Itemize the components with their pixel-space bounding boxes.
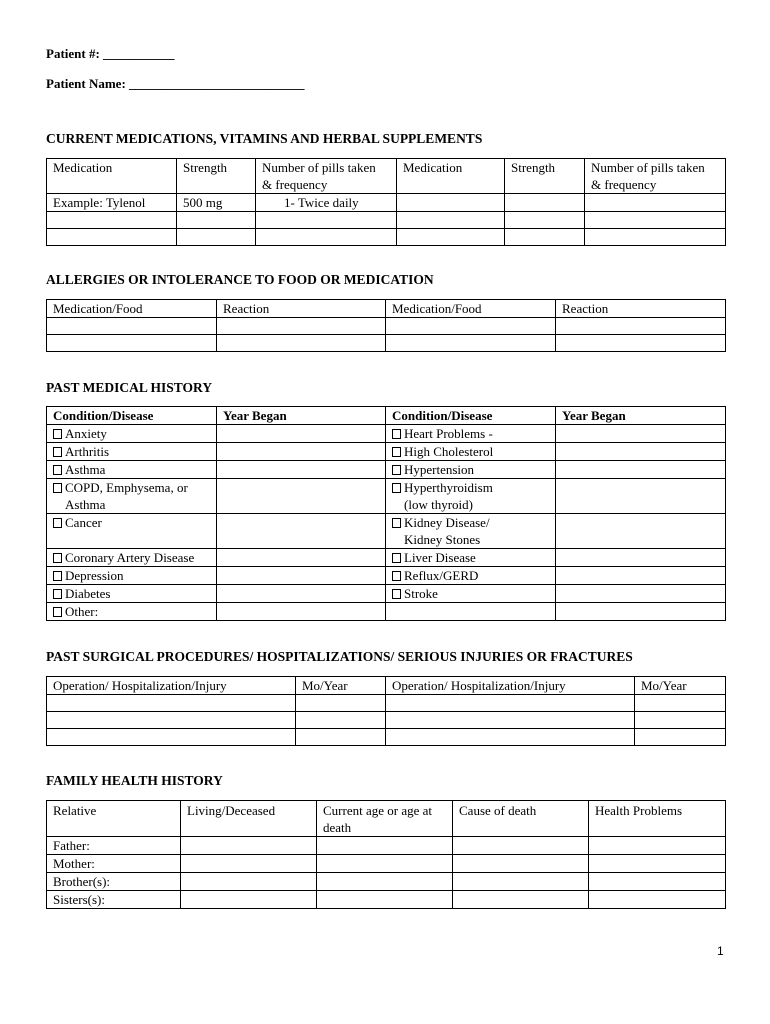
relative-father: Father: [47,837,181,855]
table-cell[interactable] [635,729,726,746]
table-cell[interactable] [217,585,386,603]
table-cell[interactable] [505,229,585,246]
surgical-table [46,676,726,746]
col-relative: Relative [47,801,181,837]
table-cell[interactable] [47,712,296,729]
col-operation-2: Operation/ Hospitalization/Injury [386,677,635,695]
table-cell[interactable] [181,837,317,855]
table-row [47,318,726,335]
table-cell[interactable] [217,567,386,585]
table-row [47,335,726,352]
condition-stroke[interactable]: Stroke [386,585,556,603]
page-number: 1 [717,944,724,958]
table-cell[interactable] [217,514,386,549]
table-cell[interactable] [556,479,726,514]
patient-number-line [46,46,175,62]
table-cell[interactable] [453,837,589,855]
relative-mother: Mother: [47,855,181,873]
condition-arthritis[interactable]: Arthritis [47,443,217,461]
table-cell[interactable] [317,891,453,909]
table-cell[interactable] [317,837,453,855]
checkbox-icon[interactable] [392,447,401,457]
table-cell[interactable] [47,729,296,746]
allergies-section-title: ALLERGIES OR INTOLERANCE TO FOOD OR MEDICATION [46,272,434,287]
relative-brothers: Brother(s): [47,873,181,891]
meds-section-title: CURRENT MEDICATIONS, VITAMINS AND HERBAL SUPPLEMENTS [46,131,483,146]
surgical-section-title: PAST SURGICAL PROCEDURES/ HOSPITALIZATIONS/ SERIOUS INJURIES OR FRACTURES [46,649,633,664]
col-mo-year-2: Mo/Year [635,677,726,695]
checkbox-icon[interactable] [392,518,401,528]
table-cell[interactable] [556,567,726,585]
table-row [47,712,726,729]
allergies-table [46,299,726,352]
table-cell[interactable] [505,194,585,212]
checkbox-icon[interactable] [53,447,62,457]
table-cell[interactable] [386,729,635,746]
table-cell[interactable] [635,695,726,712]
condition-anxiety[interactable]: Anxiety [47,425,217,443]
table-row [47,873,726,891]
col-medication-2: Medication [397,159,505,194]
table-cell[interactable] [556,603,726,621]
checkbox-icon[interactable] [392,465,401,475]
checkbox-icon[interactable] [53,483,62,493]
col-pills-frequency-2: Number of pills taken & frequency [585,159,726,194]
table-cell[interactable] [256,212,397,229]
table-row [47,855,726,873]
table-cell[interactable] [217,479,386,514]
checkbox-icon[interactable] [392,429,401,439]
table-cell[interactable] [386,695,635,712]
table-cell[interactable] [453,873,589,891]
table-row [47,837,726,855]
checkbox-icon[interactable] [53,429,62,439]
table-cell[interactable] [217,549,386,567]
family-section-title: FAMILY HEALTH HISTORY [46,773,223,788]
table-cell[interactable] [453,855,589,873]
table-cell[interactable] [296,695,386,712]
patient-name-blank[interactable]: ___________________________ [129,76,305,91]
table-cell[interactable] [556,443,726,461]
table-cell[interactable] [585,194,726,212]
condition-reflux[interactable]: Reflux/GERD [386,567,556,585]
table-row [47,212,726,229]
table-cell[interactable] [556,514,726,549]
condition-other[interactable]: Other: [47,603,217,621]
table-cell[interactable] [181,891,317,909]
col-age: Current age or age at death [317,801,453,837]
table-cell[interactable] [397,194,505,212]
table-cell[interactable] [217,318,386,335]
table-cell[interactable] [47,695,296,712]
condition-coronary-artery[interactable]: Coronary Artery Disease [47,549,217,567]
table-cell[interactable] [317,855,453,873]
table-row [47,729,726,746]
col-year-began: Year Began [217,407,386,425]
table-cell[interactable] [296,729,386,746]
table-cell[interactable] [556,549,726,567]
condition-cancer[interactable]: Cancer [47,514,217,549]
table-row [47,695,726,712]
table-cell[interactable] [589,873,726,891]
table-cell[interactable] [556,425,726,443]
checkbox-icon[interactable] [53,518,62,528]
table-cell[interactable] [47,229,177,246]
medications-table [46,158,726,246]
table-cell[interactable] [505,212,585,229]
table-cell[interactable] [589,855,726,873]
condition-asthma[interactable]: Asthma [47,461,217,479]
table-cell[interactable] [217,443,386,461]
table-row [47,891,726,909]
table-cell[interactable] [585,212,726,229]
patient-number-blank[interactable]: ___________ [103,46,175,61]
col-cause-of-death: Cause of death [453,801,589,837]
table-cell[interactable] [556,461,726,479]
checkbox-icon[interactable] [392,483,401,493]
example-strength: 500 mg [177,194,256,212]
checkbox-icon[interactable] [392,589,401,599]
table-cell[interactable] [177,229,256,246]
checkbox-icon[interactable] [392,571,401,581]
col-reaction-2: Reaction [556,300,726,318]
table-cell[interactable] [585,229,726,246]
table-cell[interactable] [386,603,556,621]
checkbox-icon[interactable] [53,589,62,599]
table-cell[interactable] [296,712,386,729]
table-cell[interactable] [397,229,505,246]
table-cell[interactable] [635,712,726,729]
condition-kidney-disease[interactable]: Kidney Disease/ Kidney Stones [386,514,556,549]
col-strength-2: Strength [505,159,585,194]
table-cell[interactable] [386,318,556,335]
checkbox-icon[interactable] [392,553,401,563]
family-history-table [46,800,726,909]
table-cell[interactable] [47,335,217,352]
table-cell[interactable] [386,335,556,352]
col-mo-year: Mo/Year [296,677,386,695]
table-cell[interactable] [397,212,505,229]
checkbox-icon[interactable] [53,607,62,617]
col-condition-2: Condition/Disease [386,407,556,425]
table-cell[interactable] [386,712,635,729]
col-medication-food: Medication/Food [47,300,217,318]
table-cell[interactable] [181,855,317,873]
history-section-title: PAST MEDICAL HISTORY [46,380,213,395]
table-cell[interactable] [217,425,386,443]
col-medication: Medication [47,159,177,194]
col-year-began-2: Year Began [556,407,726,425]
col-health-problems: Health Problems [589,801,726,837]
table-cell[interactable] [453,891,589,909]
condition-diabetes[interactable]: Diabetes [47,585,217,603]
table-cell[interactable] [217,603,386,621]
condition-copd[interactable]: COPD, Emphysema, or Asthma [47,479,217,514]
condition-hypertension[interactable]: Hypertension [386,461,556,479]
patient-name-label: Patient Name: [46,76,126,91]
table-cell[interactable] [181,873,317,891]
patient-number-label: Patient #: [46,46,100,61]
relative-sisters: Sisters(s): [47,891,181,909]
table-cell[interactable] [177,212,256,229]
condition-depression[interactable]: Depression [47,567,217,585]
condition-high-cholesterol[interactable]: High Cholesterol [386,443,556,461]
table-cell[interactable] [589,891,726,909]
condition-heart-problems[interactable]: Heart Problems - [386,425,556,443]
medical-history-table [46,406,726,621]
table-cell[interactable] [47,212,177,229]
checkbox-icon[interactable] [53,553,62,563]
table-cell[interactable] [556,318,726,335]
col-strength: Strength [177,159,256,194]
patient-name-line [46,76,305,92]
table-cell[interactable] [47,318,217,335]
condition-hyperthyroidism[interactable]: Hyperthyroidism (low thyroid) [386,479,556,514]
col-reaction: Reaction [217,300,386,318]
col-living-deceased: Living/Deceased [181,801,317,837]
col-operation: Operation/ Hospitalization/Injury [47,677,296,695]
col-pills-frequency: Number of pills taken & frequency [256,159,397,194]
checkbox-icon[interactable] [53,465,62,475]
condition-liver-disease[interactable]: Liver Disease [386,549,556,567]
table-cell[interactable] [589,837,726,855]
table-cell[interactable] [556,335,726,352]
table-cell[interactable] [256,229,397,246]
table-cell[interactable] [217,461,386,479]
table-cell[interactable] [556,585,726,603]
example-medication: Example: Tylenol [47,194,177,212]
example-frequency: 1- Twice daily [256,194,397,212]
col-medication-food-2: Medication/Food [386,300,556,318]
table-cell[interactable] [217,335,386,352]
checkbox-icon[interactable] [53,571,62,581]
table-row [47,229,726,246]
col-condition: Condition/Disease [47,407,217,425]
table-cell[interactable] [317,873,453,891]
